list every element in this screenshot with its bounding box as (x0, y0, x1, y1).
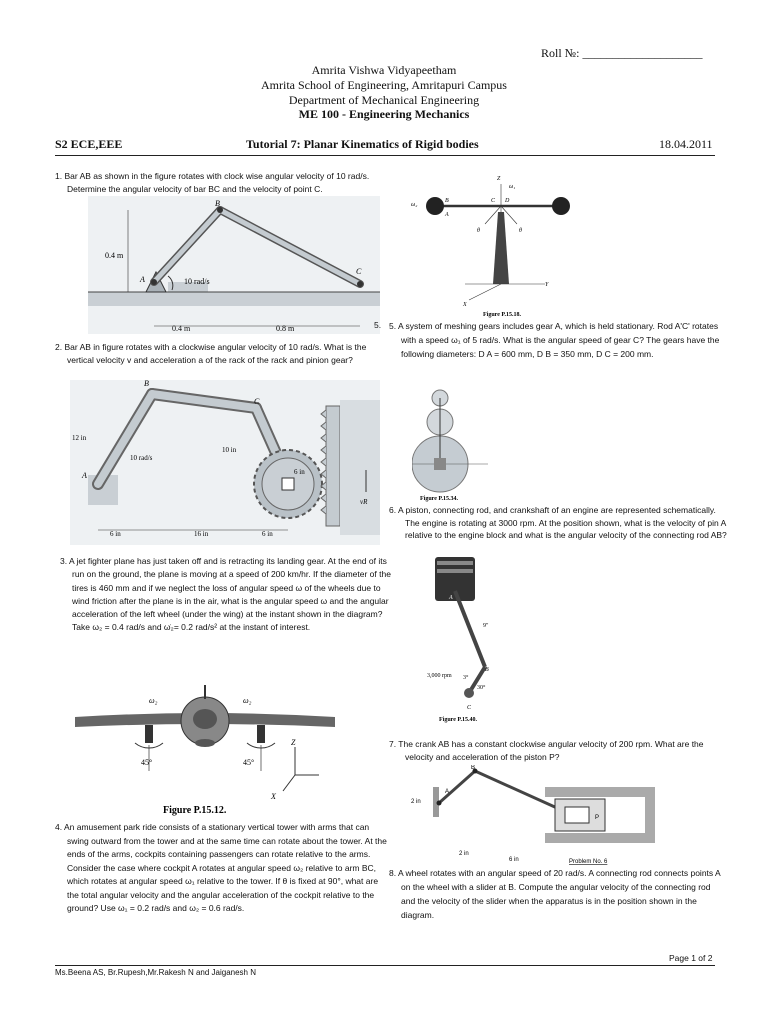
fig6-rpm: 3,000 rpm (427, 673, 452, 679)
fig1-label-a: A (140, 275, 145, 284)
fig5a-caption: Figure P.15.18. (483, 312, 522, 318)
fig1-label-b: B (215, 199, 220, 208)
fig3-omega-left: ω₂ (149, 696, 158, 705)
fig3-axis-x: X (271, 792, 276, 801)
figure-6 (425, 555, 515, 725)
fig5a-omega-1: ω₁ (509, 184, 516, 190)
fig3-caption: Figure P.15.12. (163, 805, 227, 816)
fig5a-omega-2: ω₂ (411, 202, 418, 208)
fig1-dim-2: 0.8 m (276, 324, 295, 333)
class-label: S2 ECE,EEE (55, 137, 123, 151)
fig3-angle-left: 45° (141, 758, 153, 767)
figure-2 (70, 380, 380, 545)
figure-3 (75, 685, 335, 817)
university-name: Amrita Vishwa Vidyapeetham (311, 63, 457, 77)
fig1-label-c: C (356, 267, 362, 276)
fig2-dim-1: 6 in (110, 530, 121, 538)
fig6-b: B (485, 667, 489, 673)
fig1-height: 0.4 m (105, 251, 124, 260)
question-5-number: 5. (374, 320, 382, 330)
page-number: Page 1 of 2 (669, 953, 713, 963)
fig2-label-a: A (82, 471, 87, 480)
question-7: 7. The crank AB has a constant clockwise angular velocity of 200 rpm. What are the velocity and acceleration of the piston P? (389, 739, 704, 762)
fig5a-c: C (491, 198, 496, 204)
figure-5a (405, 172, 585, 318)
fig3-omega-right: ω₂ (243, 696, 252, 705)
fig5a-y: Y (545, 282, 549, 288)
fig6-angle-2: 30° (477, 685, 486, 691)
fig3-axis-z: Z (291, 738, 296, 747)
question-6: 6. A piston, connecting rod, and crankshaft of an engine are represented schematically. The engine is rotating at 3000 rpm. At the position shown, what is the velocity of pin A relative to the engine block and what is the angular velocity of the connecting rod AB? (389, 505, 727, 541)
fig3-angle-right: 45° (243, 758, 255, 767)
figure-5b (412, 384, 492, 502)
header-divider (55, 155, 715, 156)
fig5a-theta-2: θ (519, 228, 522, 234)
fig2-label-b: B (144, 380, 149, 388)
fig2-dim-3: 6 in (262, 530, 273, 538)
question-2: 2. Bar AB in figure rotates with a clockwise angular velocity of 10 rad/s. What is the vertical velocity v and acceleration a of the rack of the rack and pinion gear? (55, 342, 367, 365)
fig5a-d: D (505, 198, 510, 204)
question-8: 8. A wheel rotates with an angular speed of 20 rad/s. A connecting rod connects points A on the wheel with a slider at B. Compute the angular velocity of the connecting rod and the velocity of the slider when the apparatus is in the position shown in the diagram. (389, 868, 721, 920)
fig7-p: P (595, 815, 600, 821)
fig7-b: B (471, 765, 476, 771)
question-4: 4. An amusement park ride consists of a stationary vertical tower with arms that can swing outward from the tower and at the same time can rotate about the tower. At the ends of the arms, cockpits containing passengers can rotate relative to the arms. Consider the case where cockpit A rotates at angular speed ω₂ relative to arm BC, which rotates at angular speed ω₁ relative to the tower. If θ is fixed at 90°, what are the total angular velocity and the angular acceleration of the cockpit relative to the ground? Use ω₁ = 0.2 rad/s and ω₂ = 0.6 rad/s. (55, 822, 387, 913)
figure-7 (405, 765, 660, 867)
fig7-a: A (445, 789, 450, 795)
fig7-problem-label: Problem No. 6 (569, 859, 608, 865)
figure-1 (88, 196, 380, 334)
fig2-gear-radius: 6 in (294, 468, 305, 476)
fig1-dim-1: 0.4 m (172, 324, 191, 333)
fig6-c: C (467, 705, 472, 711)
fig6-length: 9" (483, 623, 489, 629)
question-3: 3. A jet fighter plane has just taken off and is retracting its landing gear. At the end of its run on the ground, the plane is moving at a speed of 200 km/hr. If the diameter of the tires is 460 mm and if we neglect the loss of angular speed ω of the wheels due to wind friction after the plane is in the air, what is the angular speed ω and the angular acceleration of the left wheel (under the wing) at the instant shown in the diagram? Take ω₂ = 0.4 rad/s and ω̇₂= 0.2 rad/s² at the instant of interest. (60, 556, 391, 633)
fig2-label-c: C (254, 397, 260, 406)
fig2-height-1: 12 in (72, 434, 87, 442)
tutorial-title: Tutorial 7: Planar Kinematics of Rigid bodies (246, 137, 479, 151)
fig5a-x: X (463, 302, 467, 308)
date: 18.04.2011 (659, 137, 713, 151)
question-5: 5. A system of meshing gears includes gear A, which is held stationary. Rod A'C' rotates with a speed ω₁ of 5 rad/s. What is the angular speed of gear C? The gears have the following diameters: D A = 600 mm, D B = 350 mm, D C = 200 mm. (389, 321, 720, 359)
roll-number-label: Roll №: ____________________ (541, 46, 703, 60)
fig5b-caption: Figure P.15.34. (420, 496, 459, 502)
footer-divider (55, 965, 715, 966)
course-title: ME 100 - Engineering Mechanics (298, 107, 470, 121)
fig6-angle-1: 3° (463, 675, 469, 681)
fig5a-z: Z (497, 176, 501, 182)
fig7-dim-1: 2 in (411, 799, 421, 805)
fig7-dim-2: 2 in (459, 851, 469, 857)
fig2-dim-2: 16 in (194, 530, 209, 538)
fig6-caption: Figure P.15.40. (439, 717, 478, 723)
fig5a-b: B (445, 198, 449, 204)
fig2-height-2: 10 in (222, 446, 237, 454)
authors: Ms.Beena AS, Br.Rupesh,Mr.Rakesh N and Jaiganesh N (55, 968, 256, 977)
school-name: Amrita School of Engineering, Amritapuri Campus (261, 78, 507, 92)
fig6-a: A (449, 595, 453, 601)
fig2-rate: 10 rad/s (130, 454, 153, 462)
fig7-dim-3: 6 in (509, 857, 519, 863)
fig1-rate: 10 rad/s (184, 277, 210, 286)
question-1: 1. Bar AB as shown in the figure rotates with clock wise angular velocity of 10 rad/s. Determine the angular velocity of bar BC and the velocity of point C. (55, 171, 370, 194)
fig5a-a: A (445, 212, 449, 218)
fig5a-theta-1: θ (477, 228, 480, 234)
fig2-rack-velocity: vR (360, 498, 368, 506)
department-name: Department of Mechanical Engineering (288, 93, 480, 107)
